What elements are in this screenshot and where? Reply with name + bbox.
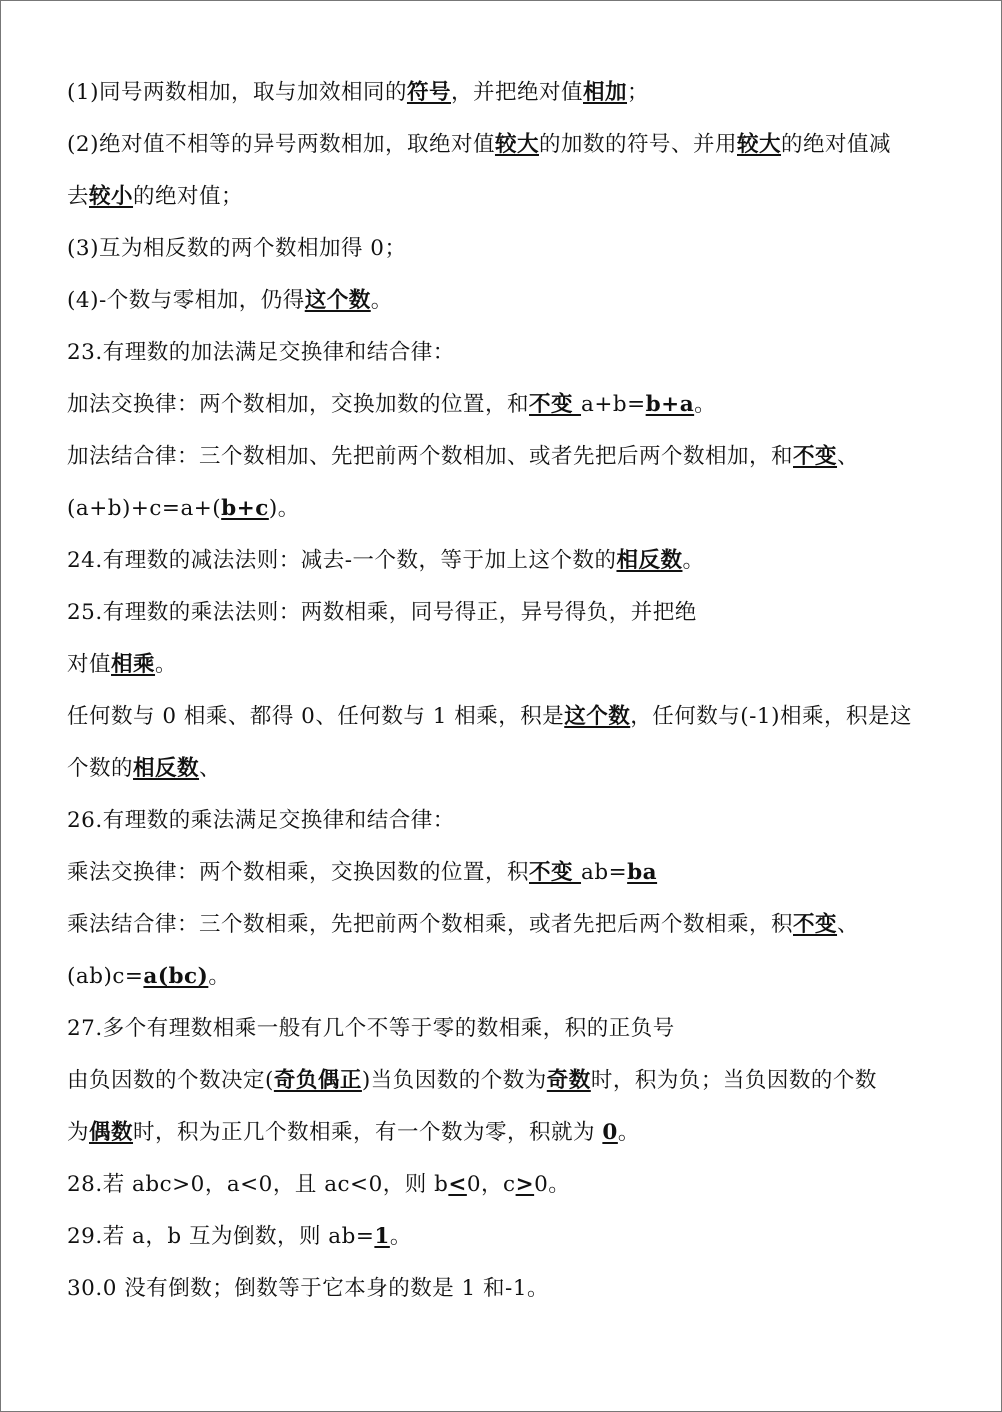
text-segment: 0。 — [534, 1172, 571, 1197]
text-segment: 对值 — [67, 652, 112, 677]
emphasized-answer: 偶数 — [89, 1120, 134, 1145]
text-line — [67, 286, 961, 316]
text-segment: (a+b)+c=a+( — [67, 496, 222, 521]
emphasized-answer: b+c — [221, 496, 269, 521]
text-line — [67, 546, 961, 576]
emphasized-answer: b+a — [645, 392, 695, 417]
text-segment: 去 — [67, 184, 90, 209]
emphasized-answer: 不变 — [529, 860, 582, 885]
text-segment: )当负因数的个数为 — [361, 1068, 547, 1093]
emphasized-answer: 相加 — [583, 80, 628, 105]
emphasized-answer: 较大 — [494, 132, 539, 157]
text-segment: ，任何数与(-1)相乘，积是这 — [630, 704, 912, 729]
emphasized-answer: 奇负偶正 — [273, 1068, 362, 1093]
text-line — [67, 1118, 961, 1148]
text-line — [67, 858, 961, 888]
text-segment: 加法交换律：两个数相加，交换加数的位置，和 — [67, 392, 530, 417]
emphasized-answer: 0 — [602, 1120, 618, 1145]
text-line — [67, 910, 961, 940]
emphasized-answer: 不变 — [529, 392, 582, 417]
text-segment: 时，积为正几个数相乘，有一个数为零，积就为 — [133, 1120, 603, 1145]
text-line — [67, 1014, 961, 1044]
text-segment: 为 — [67, 1120, 90, 1145]
text-segment: 个数的 — [67, 756, 134, 781]
text-line — [67, 1170, 961, 1200]
text-segment: 的加数的符号、并用 — [538, 132, 737, 157]
text-segment: (3)互为相反数的两个数相加得 0； — [67, 236, 407, 261]
emphasized-answer: 不变 — [793, 912, 838, 937]
emphasized-answer: 相乘 — [111, 652, 156, 677]
emphasized-answer: 较小 — [89, 184, 134, 209]
text-segment: ； — [627, 80, 650, 105]
text-line — [67, 962, 961, 992]
text-line — [67, 130, 961, 160]
text-segment: 。 — [155, 652, 178, 677]
text-segment: 23.有理数的加法满足交换律和结合律： — [67, 340, 455, 365]
text-segment: ab= — [581, 860, 628, 885]
text-segment: (1)同号两数相加，取与加效相同的 — [67, 80, 407, 105]
text-segment: 。 — [617, 1120, 640, 1145]
text-segment: 任何数与 0 相乘、都得 0、任何数与 1 相乘，积是 — [67, 704, 565, 729]
text-segment: ，并把绝对值 — [450, 80, 583, 105]
text-segment: 29.若 a，b 互为倒数，则 ab= — [67, 1224, 375, 1249]
emphasized-answer: 这个数 — [564, 704, 631, 729]
text-line — [67, 1066, 961, 1096]
text-line — [67, 234, 961, 264]
text-segment: a+b= — [581, 392, 646, 417]
text-segment: )。 — [268, 496, 300, 521]
text-segment: 的绝对值； — [133, 184, 244, 209]
text-segment: 、 — [837, 444, 860, 469]
text-segment: 由负因数的个数决定( — [67, 1068, 274, 1093]
text-line — [67, 1274, 961, 1304]
text-segment: 乘法交换律：两个数相乘，交换因数的位置，积 — [67, 860, 530, 885]
text-line — [67, 78, 961, 108]
text-line — [67, 650, 961, 680]
text-line — [67, 702, 961, 732]
text-segment: 。 — [682, 548, 705, 573]
text-segment: 。 — [389, 1224, 412, 1249]
text-line — [67, 442, 961, 472]
emphasized-answer: 较大 — [737, 132, 782, 157]
text-segment: 时，积为负；当负因数的个数 — [590, 1068, 877, 1093]
text-line — [67, 1222, 961, 1252]
text-segment: 27.多个有理数相乘一般有几个不等于零的数相乘，积的正负号 — [67, 1016, 675, 1041]
emphasized-answer: 这个数 — [304, 288, 371, 313]
text-segment: 0，c — [466, 1172, 516, 1197]
text-line — [67, 598, 961, 628]
text-line — [67, 494, 961, 524]
text-segment: (2)绝对值不相等的异号两数相加，取绝对值 — [67, 132, 495, 157]
text-segment: 乘法结合律：三个数相乘，先把前两个数相乘，或者先把后两个数相乘，积 — [67, 912, 794, 937]
text-segment: 。 — [694, 392, 717, 417]
text-segment: 28.若 abc>0，a<0，且 ac<0，则 b — [67, 1172, 449, 1197]
text-line — [67, 806, 961, 836]
emphasized-answer: 奇数 — [546, 1068, 591, 1093]
text-segment: 加法结合律：三个数相加、先把前两个数相加、或者先把后两个数相加，和 — [67, 444, 794, 469]
emphasized-answer: 1 — [374, 1224, 390, 1249]
text-line — [67, 390, 961, 420]
text-segment: 。 — [370, 288, 393, 313]
text-segment: 30.0 没有倒数；倒数等于它本身的数是 1 和-1。 — [67, 1276, 549, 1301]
text-segment: 26.有理数的乘法满足交换律和结合律： — [67, 808, 455, 833]
text-segment: 25.有理数的乘法法则：两数相乘，同号得正，异号得负，并把绝 — [67, 600, 697, 625]
text-segment: (ab)c= — [67, 964, 144, 989]
text-line — [67, 338, 961, 368]
text-segment: 。 — [208, 964, 231, 989]
emphasized-answer: 符号 — [406, 80, 451, 105]
text-line — [67, 182, 961, 212]
text-segment: 24.有理数的减法法则：减去-一个数，等于加上这个数的 — [67, 548, 617, 573]
text-segment: (4)-个数与零相加，仍得 — [67, 288, 305, 313]
text-segment: 的绝对值减 — [781, 132, 892, 157]
emphasized-answer: 相反数 — [133, 756, 200, 781]
emphasized-answer: 相反数 — [616, 548, 683, 573]
text-segment: 、 — [837, 912, 860, 937]
emphasized-answer: < — [448, 1172, 467, 1197]
emphasized-answer: ba — [627, 860, 658, 885]
text-segment: 、 — [199, 756, 222, 781]
text-line — [67, 754, 961, 784]
emphasized-answer: 不变 — [793, 444, 838, 469]
emphasized-answer: > — [515, 1172, 535, 1197]
emphasized-answer: a(bc) — [143, 964, 209, 989]
